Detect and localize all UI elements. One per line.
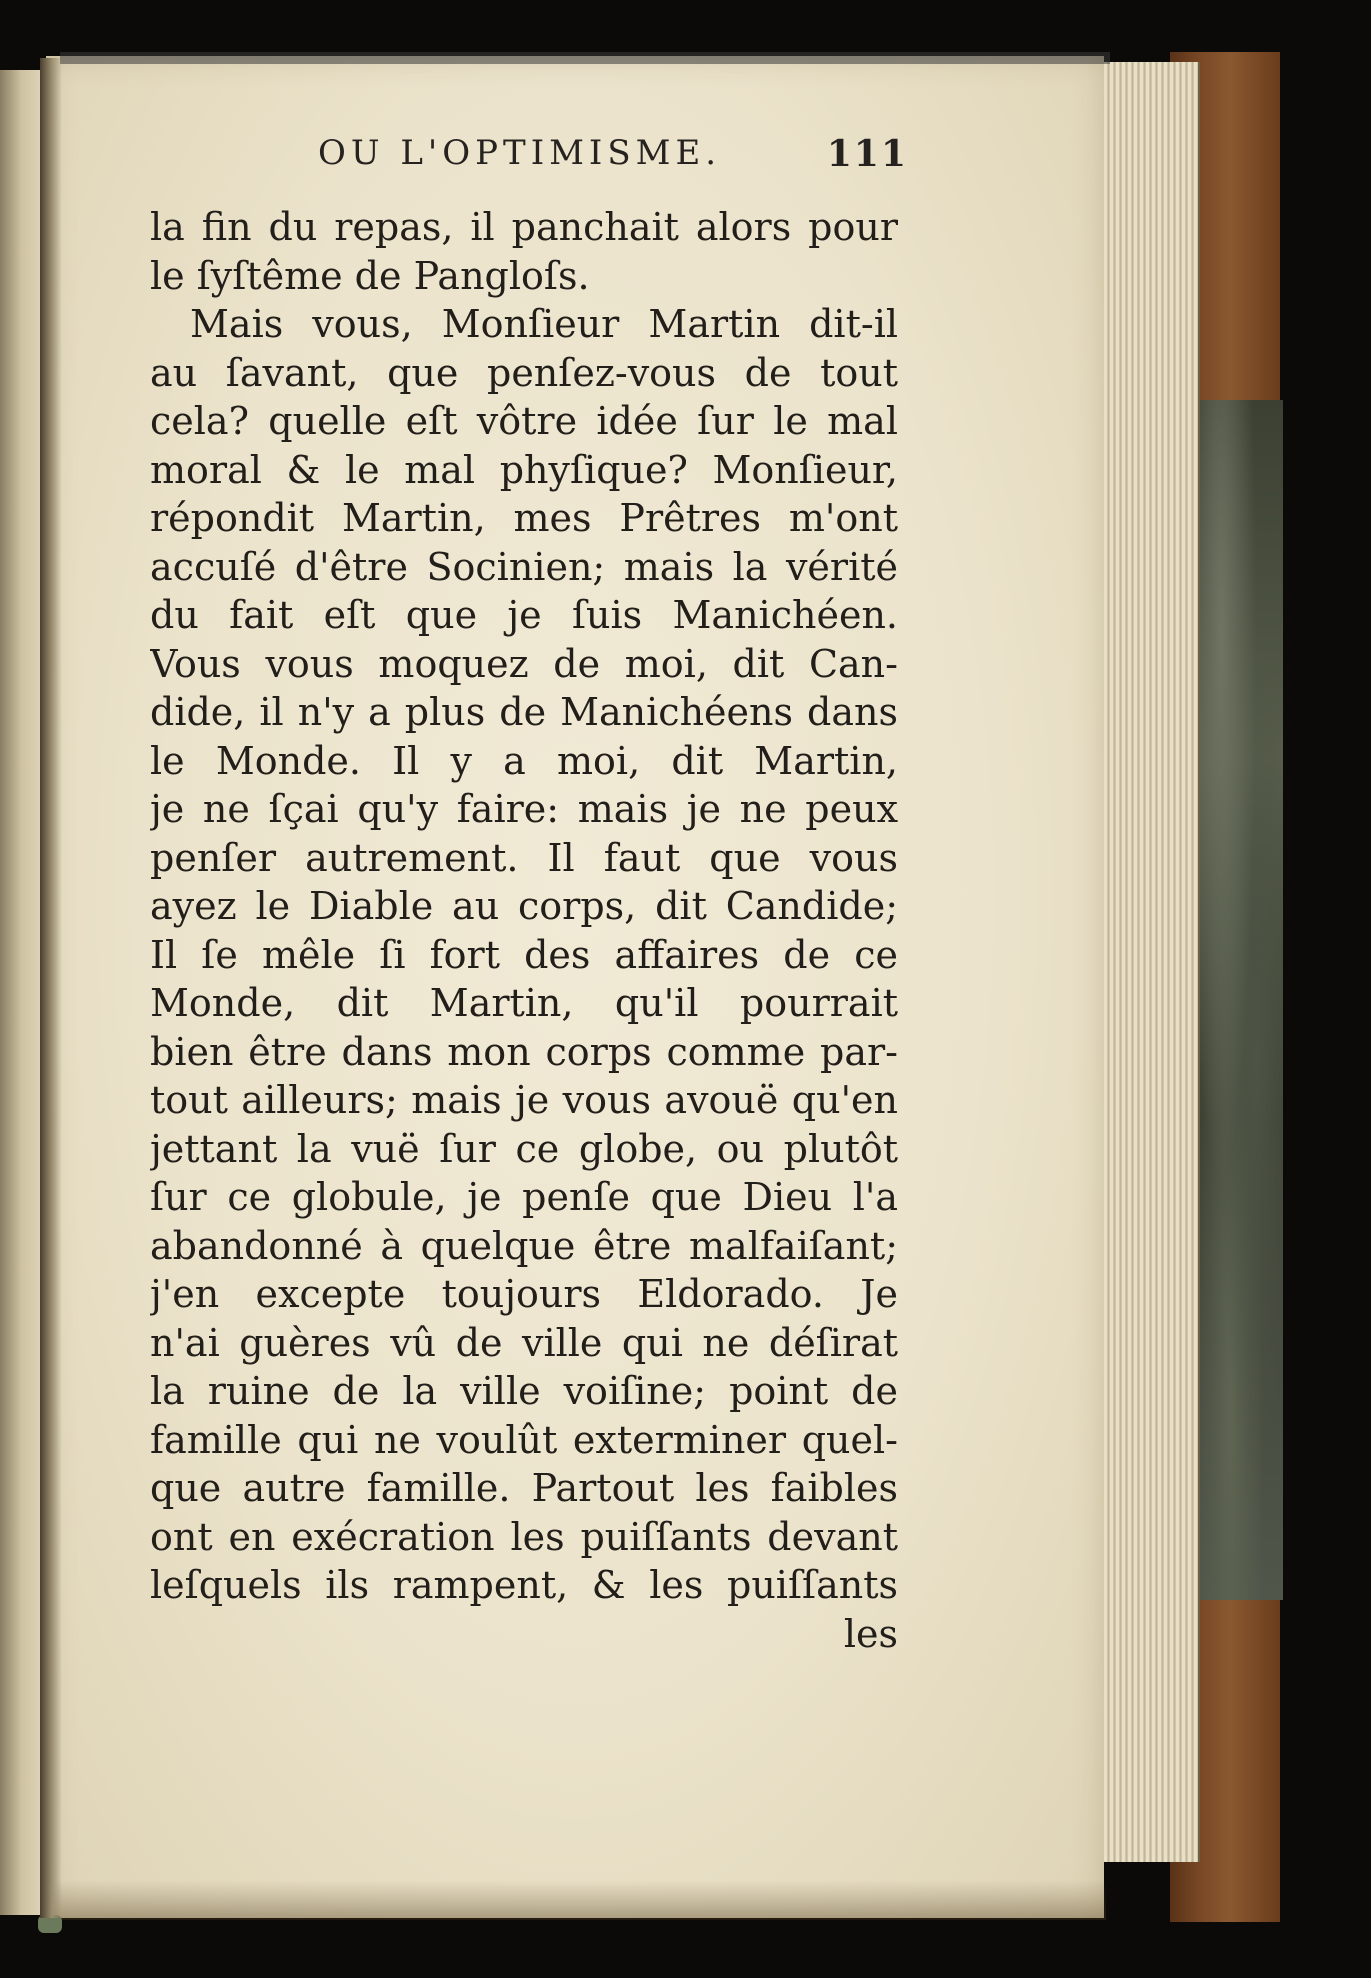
text-line: famille qui ne voulût exterminer quel- (150, 1417, 898, 1462)
text-line: du fait eſt que je ſuis Manichéen. (150, 593, 898, 637)
running-title: OU L'OPTIMISME. (318, 133, 722, 173)
text-line: au ſavant, que penſez-vous de tout (150, 350, 898, 395)
text-line: n'ai guères vû de ville qui ne déſirat (150, 1320, 898, 1365)
catchword: les (843, 1611, 898, 1656)
gutter-shadow (40, 58, 62, 1918)
text-line: j'en excepte toujours Eldorado. Je (150, 1272, 898, 1316)
text-line: cela? quelle eſt vôtre idée ſur le mal (150, 399, 898, 443)
page-header (318, 133, 908, 193)
text-line: dide, il n'y a plus de Manichéens dans (150, 690, 898, 734)
text-line: penſer autrement. Il faut que vous (150, 835, 898, 880)
page-top-shadow (60, 52, 1110, 64)
text-line: ſur ce globule, je penſe que Dieu l'a (150, 1175, 898, 1219)
page-number: 111 (826, 133, 908, 175)
text-line: jettant la vuë ſur ce globe, ou plutôt (150, 1126, 898, 1171)
text-line: répondit Martin, mes Prêtres m'ont (150, 496, 898, 540)
body-text (150, 203, 898, 1658)
text-line: Mais vous, Monſieur Martin dit-il (190, 302, 898, 346)
text-line: leſquels ils rampent, & les puiſſants (150, 1563, 898, 1607)
text-line: Vous vous moquez de moi, dit Can- (150, 641, 898, 686)
text-line: ayez le Diable au corps, dit Candide; (150, 884, 898, 928)
text-line: tout ailleurs; mais je vous avouë qu'en (150, 1078, 898, 1122)
text-line: je ne ſçai qu'y faire: mais je ne peux (150, 787, 898, 831)
text-line: ont en exécration les puiſſants devant (150, 1514, 898, 1559)
text-line: que autre famille. Partout les faibles (150, 1466, 898, 1510)
text-line: la fin du repas, il panchait alors pour (150, 205, 898, 249)
page-bottom-shadow (46, 1880, 1106, 1920)
text-line: moral & le mal phyſique? Monſieur, (150, 447, 898, 492)
page-edges (1098, 62, 1200, 1862)
text-line: Monde, dit Martin, qu'il pourrait (150, 981, 898, 1025)
text-line: Il ſe mêle ſi fort des affaires de ce (150, 932, 898, 977)
text-line: abandonné à quelque être malfaiſant; (150, 1223, 898, 1268)
text-line: bien être dans mon corps comme par- (150, 1029, 898, 1074)
text-line: le Monde. Il y a moi, dit Martin, (150, 738, 898, 783)
marbled-board (1195, 400, 1283, 1600)
text-line: le ſyſtême de Pangloſs. (150, 253, 590, 298)
text-line: la ruine de la ville voiſine; point de (150, 1369, 898, 1413)
text-line: accuſé d'être Socinien; mais la vérité (150, 544, 898, 589)
